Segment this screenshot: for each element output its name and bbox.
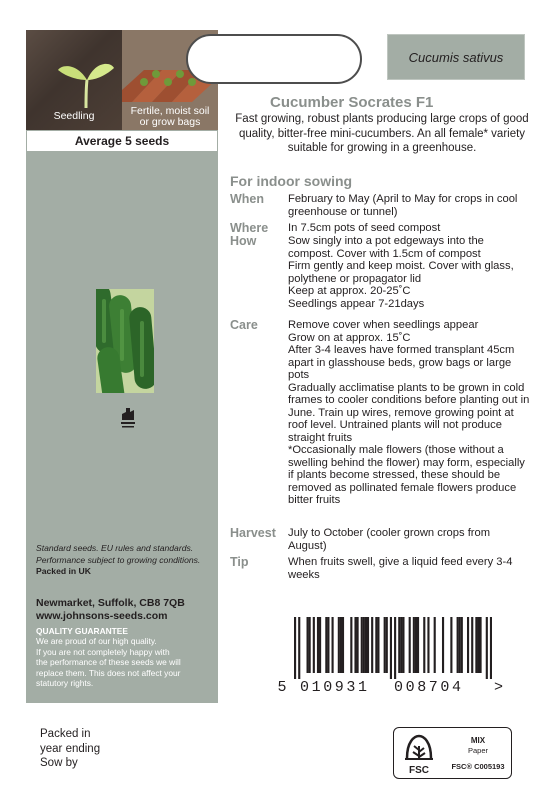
barcode-bar bbox=[361, 617, 363, 673]
barcode-bar bbox=[307, 617, 309, 673]
seedling-icon bbox=[56, 50, 116, 110]
barcode-bar bbox=[475, 617, 477, 673]
barcode-bar bbox=[457, 617, 459, 673]
where-label: Where bbox=[230, 221, 269, 235]
barcode-bar bbox=[319, 617, 321, 673]
seedling-caption: Seedling bbox=[53, 110, 95, 122]
barcode-bars bbox=[294, 617, 492, 679]
barcode-bar bbox=[409, 617, 411, 673]
guarantee-line-3: the performance of these seeds we will bbox=[36, 657, 181, 668]
how-step-4: Seedlings appear 7-21days bbox=[288, 297, 425, 310]
barcode-bar bbox=[423, 617, 425, 673]
care-text bbox=[288, 319, 530, 507]
barcode-bar bbox=[434, 617, 436, 673]
barcode-bar bbox=[486, 617, 488, 679]
barcode-bar bbox=[350, 617, 352, 673]
how-row bbox=[230, 235, 530, 310]
barcode-bar bbox=[354, 617, 356, 673]
when-text: February to May (April to May for crops in cool greenhouse or tunnel) bbox=[288, 193, 518, 218]
product-description: Fast growing, robust plants producing large crops of good quality, bitter-free mini-cucumbers. An all female* variety suitable for growing in a greenhouse. bbox=[235, 113, 529, 154]
barcode-bar bbox=[400, 617, 402, 673]
barcode-bar bbox=[477, 617, 479, 673]
seedling-photo bbox=[26, 30, 122, 130]
johnsons-logo-icon bbox=[120, 406, 136, 432]
how-step-1: Sow singly into a pot edgeways into the compost. Cover with 1.5cm of compost bbox=[288, 235, 484, 260]
packed-in-label: Packed in bbox=[40, 728, 91, 740]
fsc-logo-text: FSC bbox=[409, 765, 429, 776]
fsc-mix: MIX bbox=[470, 736, 486, 745]
barcode-digits bbox=[272, 679, 512, 695]
cucumber-photo bbox=[96, 289, 154, 393]
barcode-bar bbox=[402, 617, 404, 673]
how-step-3: Keep at approx. 20-25˚C bbox=[288, 285, 411, 297]
barcode-bar bbox=[342, 617, 344, 673]
care-step-4: Gradually acclimatise plants to be grown in cold frames to cooler conditions before planting out in June. Train up wires, remove growing point at roof level. Untrained plants will not produce straight fruits bbox=[288, 381, 530, 444]
barcode-bar bbox=[459, 617, 461, 673]
barcode-bar bbox=[309, 617, 311, 673]
barcode-bar bbox=[375, 617, 377, 673]
latin-name: Cucumis sativus bbox=[387, 34, 525, 80]
guarantee-line-4: replace them. This does not affect your bbox=[36, 667, 181, 678]
how-label: How bbox=[230, 234, 257, 248]
barcode-bar bbox=[479, 617, 481, 673]
barcode-bar bbox=[415, 617, 417, 673]
company-address bbox=[36, 597, 185, 622]
where-text: In 7.5cm pots of seed compost bbox=[288, 222, 441, 234]
fsc-label bbox=[393, 727, 512, 779]
sow-by-label: Sow by bbox=[40, 757, 78, 769]
website-link[interactable]: www.johnsons-seeds.com bbox=[36, 609, 168, 622]
barcode-bar bbox=[490, 617, 492, 679]
care-step-3: After 3-4 leaves have formed transplant 45cm apart in glasshouse beds, grow bags or large pots bbox=[288, 344, 515, 381]
care-row bbox=[230, 319, 530, 507]
barcode-bar bbox=[294, 617, 296, 679]
address-line: Newmarket, Suffolk, CB8 7QB bbox=[36, 597, 185, 609]
barcode bbox=[272, 617, 512, 695]
barcode-bar bbox=[427, 617, 429, 673]
barcode-bar bbox=[298, 617, 300, 679]
year-ending-label: year ending bbox=[40, 742, 101, 755]
barcode-bar bbox=[340, 617, 342, 673]
tip-label: Tip bbox=[230, 555, 249, 569]
tip-text: When fruits swell, give a liquid feed every 3-4 weeks bbox=[288, 556, 513, 581]
barcode-right-group: 008704 bbox=[394, 679, 464, 696]
product-title: Cucumber Socrates F1 bbox=[270, 94, 434, 111]
barcode-bar bbox=[450, 617, 452, 673]
care-step-1: Remove cover when seedlings appear bbox=[288, 319, 479, 331]
soil-caption-line-2: or grow bags bbox=[139, 116, 201, 128]
barcode-bar bbox=[390, 617, 392, 679]
barcode-bar bbox=[394, 617, 396, 679]
barcode-left-group: 010931 bbox=[300, 679, 370, 696]
barcode-bar bbox=[442, 617, 444, 673]
guarantee-line-5: statutory rights. bbox=[36, 678, 94, 689]
average-seeds-label: Average 5 seeds bbox=[26, 130, 218, 152]
how-step-2: Firm gently and keep moist. Cover with glass, polythene or propagator lid bbox=[288, 260, 514, 285]
barcode-bar bbox=[317, 617, 319, 673]
left-info-panel bbox=[26, 30, 218, 703]
indoor-sowing-heading: For indoor sowing bbox=[230, 173, 353, 189]
guarantee-title: QUALITY GUARANTEE bbox=[36, 626, 128, 636]
packed-in-uk: Packed in UK bbox=[36, 566, 91, 576]
barcode-arrow: > bbox=[494, 679, 504, 696]
legal-line-2: Performance subject to growing conditions. bbox=[36, 554, 201, 565]
barcode-bar bbox=[365, 617, 367, 673]
guarantee-line-1: We are proud of our high quality. bbox=[36, 636, 157, 647]
harvest-text: July to October (cooler grown crops from August) bbox=[288, 527, 491, 552]
barcode-bar bbox=[471, 617, 473, 673]
barcode-bar bbox=[384, 617, 386, 673]
care-step-2: Grow on at approx. 15˚C bbox=[288, 331, 411, 344]
harvest-row bbox=[230, 527, 530, 552]
barcode-bar bbox=[371, 617, 373, 673]
barcode-bar bbox=[461, 617, 463, 673]
tip-row bbox=[230, 556, 530, 581]
barcode-bar bbox=[413, 617, 415, 673]
barcode-bar bbox=[417, 617, 419, 673]
how-text bbox=[288, 235, 530, 310]
barcode-bar bbox=[367, 617, 369, 673]
fsc-paper: Paper bbox=[467, 746, 488, 755]
barcode-bar bbox=[338, 617, 340, 673]
blank-label-window bbox=[186, 34, 362, 84]
barcode-bar bbox=[332, 617, 334, 673]
barcode-bar bbox=[398, 617, 400, 673]
when-row bbox=[230, 193, 530, 218]
barcode-first-digit: 5 bbox=[277, 679, 287, 696]
when-label: When bbox=[230, 192, 265, 206]
soil-trays-caption bbox=[122, 106, 218, 128]
barcode-bar bbox=[386, 617, 388, 673]
packed-dates-block bbox=[40, 727, 100, 771]
fsc-licence-code: FSC® C005193 bbox=[451, 762, 505, 771]
legal-line-1: Standard seeds. EU rules and standards. bbox=[36, 543, 194, 553]
soil-caption-line-1: Fertile, moist soil bbox=[130, 105, 210, 117]
barcode-bar bbox=[325, 617, 327, 673]
cucumber-illustration bbox=[96, 289, 154, 393]
harvest-label: Harvest bbox=[230, 526, 276, 540]
care-label: Care bbox=[230, 318, 258, 332]
guarantee-line-2: If you are not completely happy with bbox=[36, 646, 170, 657]
barcode-bar bbox=[467, 617, 469, 673]
quality-guarantee bbox=[36, 626, 216, 688]
barcode-bar bbox=[363, 617, 365, 673]
legal-text bbox=[36, 543, 216, 578]
fsc-tree-icon bbox=[402, 732, 436, 776]
barcode-bar bbox=[377, 617, 379, 673]
care-step-5: *Occasionally male flowers (those without a swelling behind the flower) may form, especially if plants become stressed, these should be removed as pollinated female flowers produce bitter fruits bbox=[288, 444, 525, 506]
barcode-bar bbox=[313, 617, 315, 673]
barcode-bar bbox=[357, 617, 359, 673]
barcode-bar bbox=[327, 617, 329, 673]
where-row bbox=[230, 222, 530, 235]
